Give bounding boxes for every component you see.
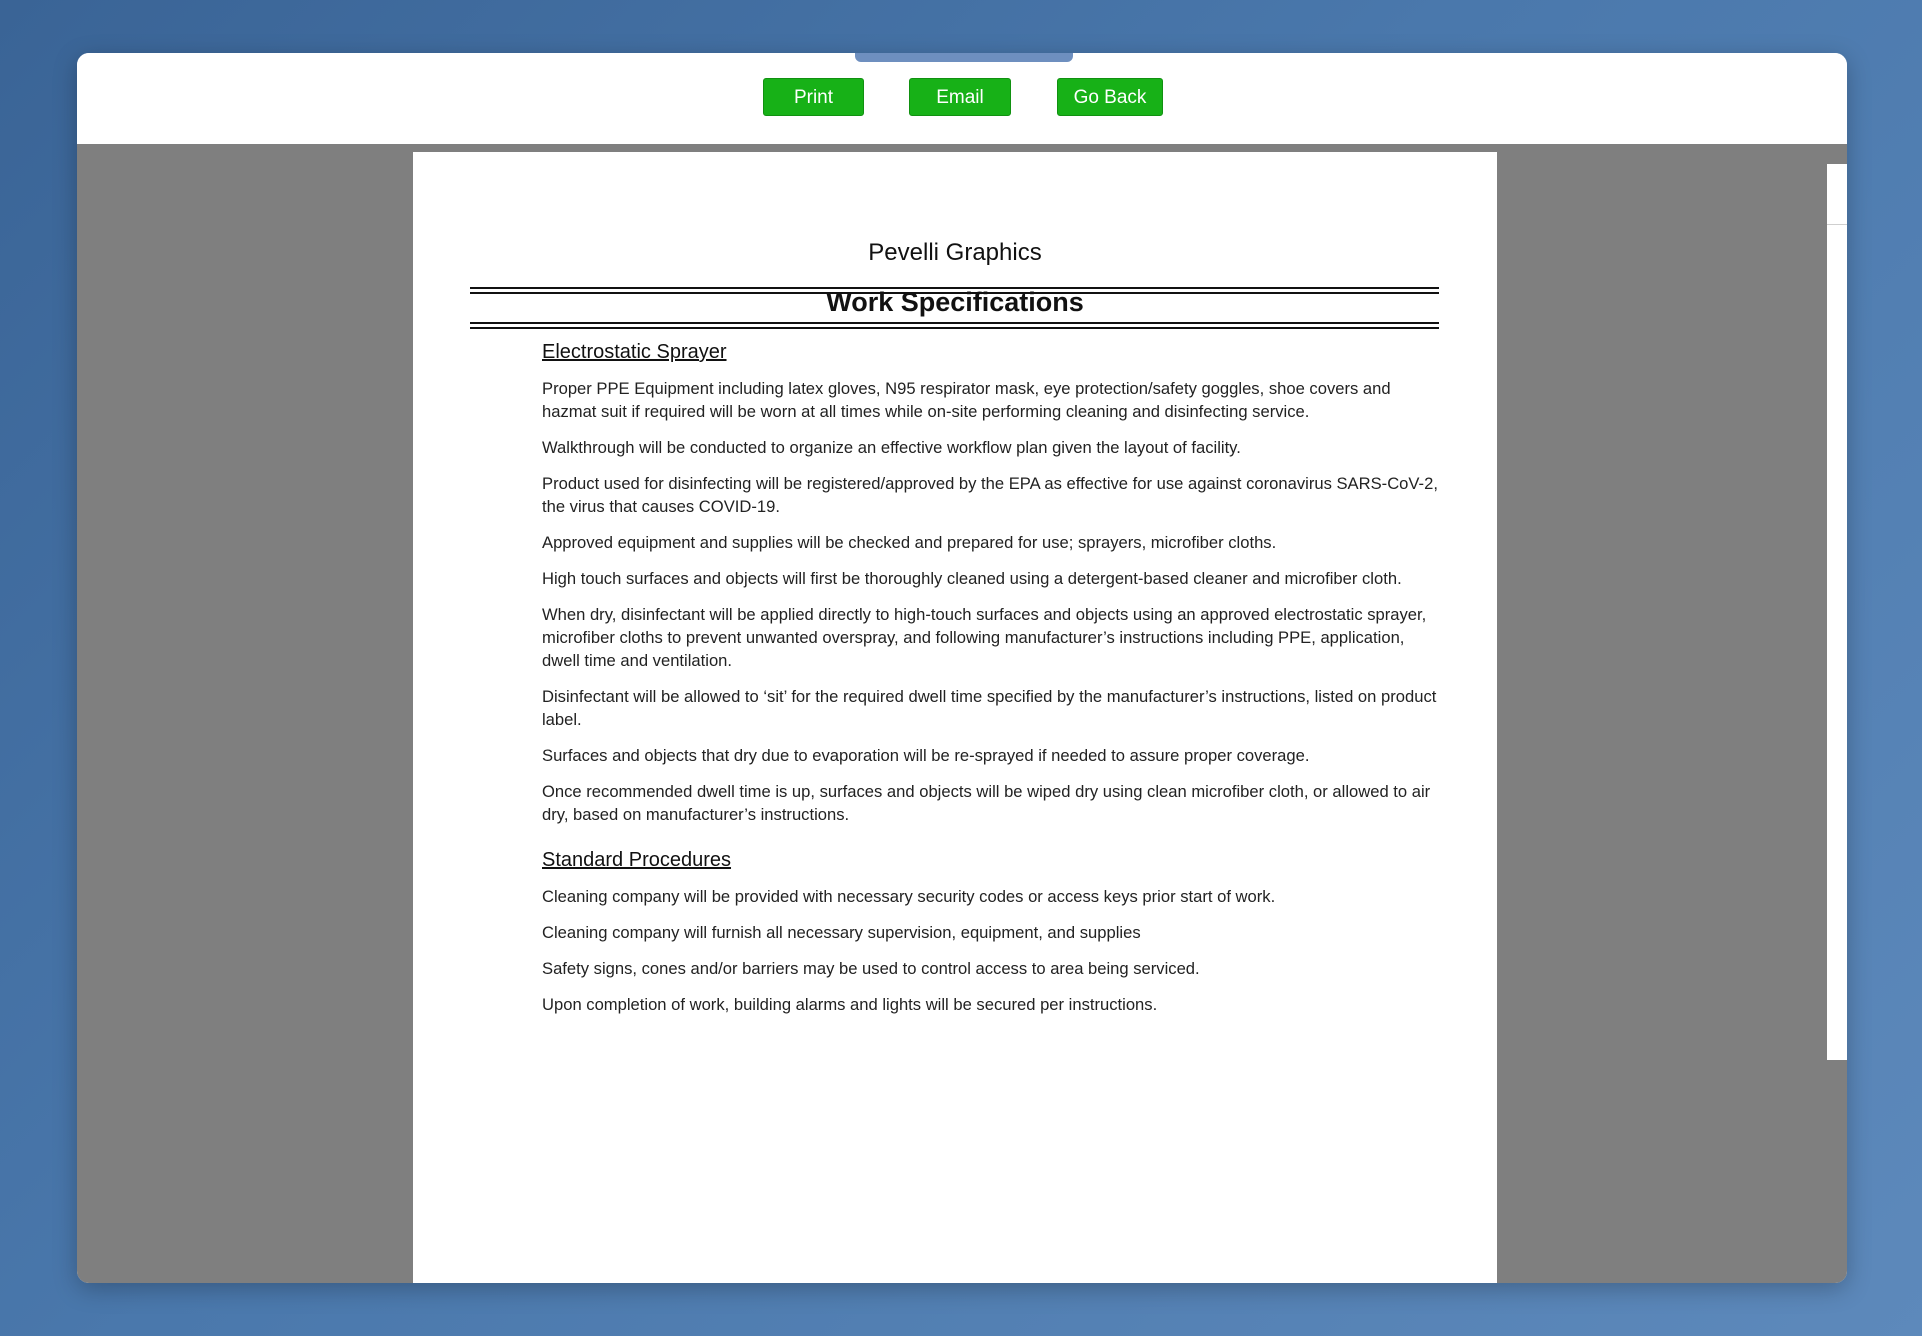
spec-item: Disinfectant will be allowed to ‘sit’ for the required dwell time specified by the manufacturer’s instructions, listed on product label. (542, 687, 1437, 729)
go-back-button[interactable]: Go Back (1057, 78, 1163, 116)
document-viewer[interactable] (77, 144, 1847, 1283)
document-content (542, 341, 1440, 1029)
toolbar (77, 53, 1847, 144)
title-rule-bottom-1 (470, 322, 1439, 324)
company-name: Pevelli Graphics (868, 239, 1042, 266)
spec-item: Proper PPE Equipment including latex gloves, N95 respirator mask, eye protection/safety goggles, shoe covers and hazmat suit if required will be worn at all times while on-site performing cleaning and disinfecting service. (542, 379, 1391, 421)
procedure-item: Upon completion of work, building alarms and lights will be secured per instructions. (542, 995, 1158, 1014)
document-page (413, 152, 1497, 1283)
procedure-item: Safety signs, cones and/or barriers may be used to control access to area being serviced. (542, 959, 1200, 978)
spec-item: When dry, disinfectant will be applied directly to high-touch surfaces and objects using an approved electrostatic sprayer, microfiber cloths to prevent unwanted overspray, and following manufacturer’s instructions including PPE, application, dwell time and ventilation. (542, 605, 1427, 670)
print-button[interactable]: Print (763, 78, 864, 116)
next-page-divider (1827, 224, 1847, 225)
spec-item: Once recommended dwell time is up, surfaces and objects will be wiped dry using clean microfiber cloth, or allowed to air dry, based on manufacturer’s instructions. (542, 782, 1431, 824)
spec-item: Surfaces and objects that dry due to evaporation will be re-sprayed if needed to assure proper coverage. (542, 746, 1310, 765)
next-page-edge (1827, 164, 1847, 1060)
section-heading-electrostatic-sprayer: Electrostatic Sprayer (542, 341, 727, 363)
document-title: Work Specifications (826, 287, 1084, 317)
app-window (77, 53, 1847, 1283)
toolbar-tab-indicator (855, 53, 1073, 62)
section-heading-standard-procedures: Standard Procedures (542, 849, 732, 871)
spec-item: Walkthrough will be conducted to organize an effective workflow plan given the layout of facility. (542, 438, 1241, 457)
spec-item: High touch surfaces and objects will first be thoroughly cleaned using a detergent-based cleaner and microfiber cloth. (542, 569, 1402, 588)
procedure-item: Cleaning company will be provided with necessary security codes or access keys prior start of work. (542, 887, 1276, 906)
spec-item: Approved equipment and supplies will be checked and prepared for use; sprayers, microfiber cloths. (542, 533, 1277, 552)
title-rule-bottom-2 (470, 327, 1439, 329)
spec-item: Product used for disinfecting will be registered/approved by the EPA as effective for use against coronavirus SARS-CoV-2, the virus that causes COVID-19. (542, 474, 1438, 516)
email-button[interactable]: Email (909, 78, 1011, 116)
procedure-item: Cleaning company will furnish all necessary supervision, equipment, and supplies (542, 923, 1141, 942)
